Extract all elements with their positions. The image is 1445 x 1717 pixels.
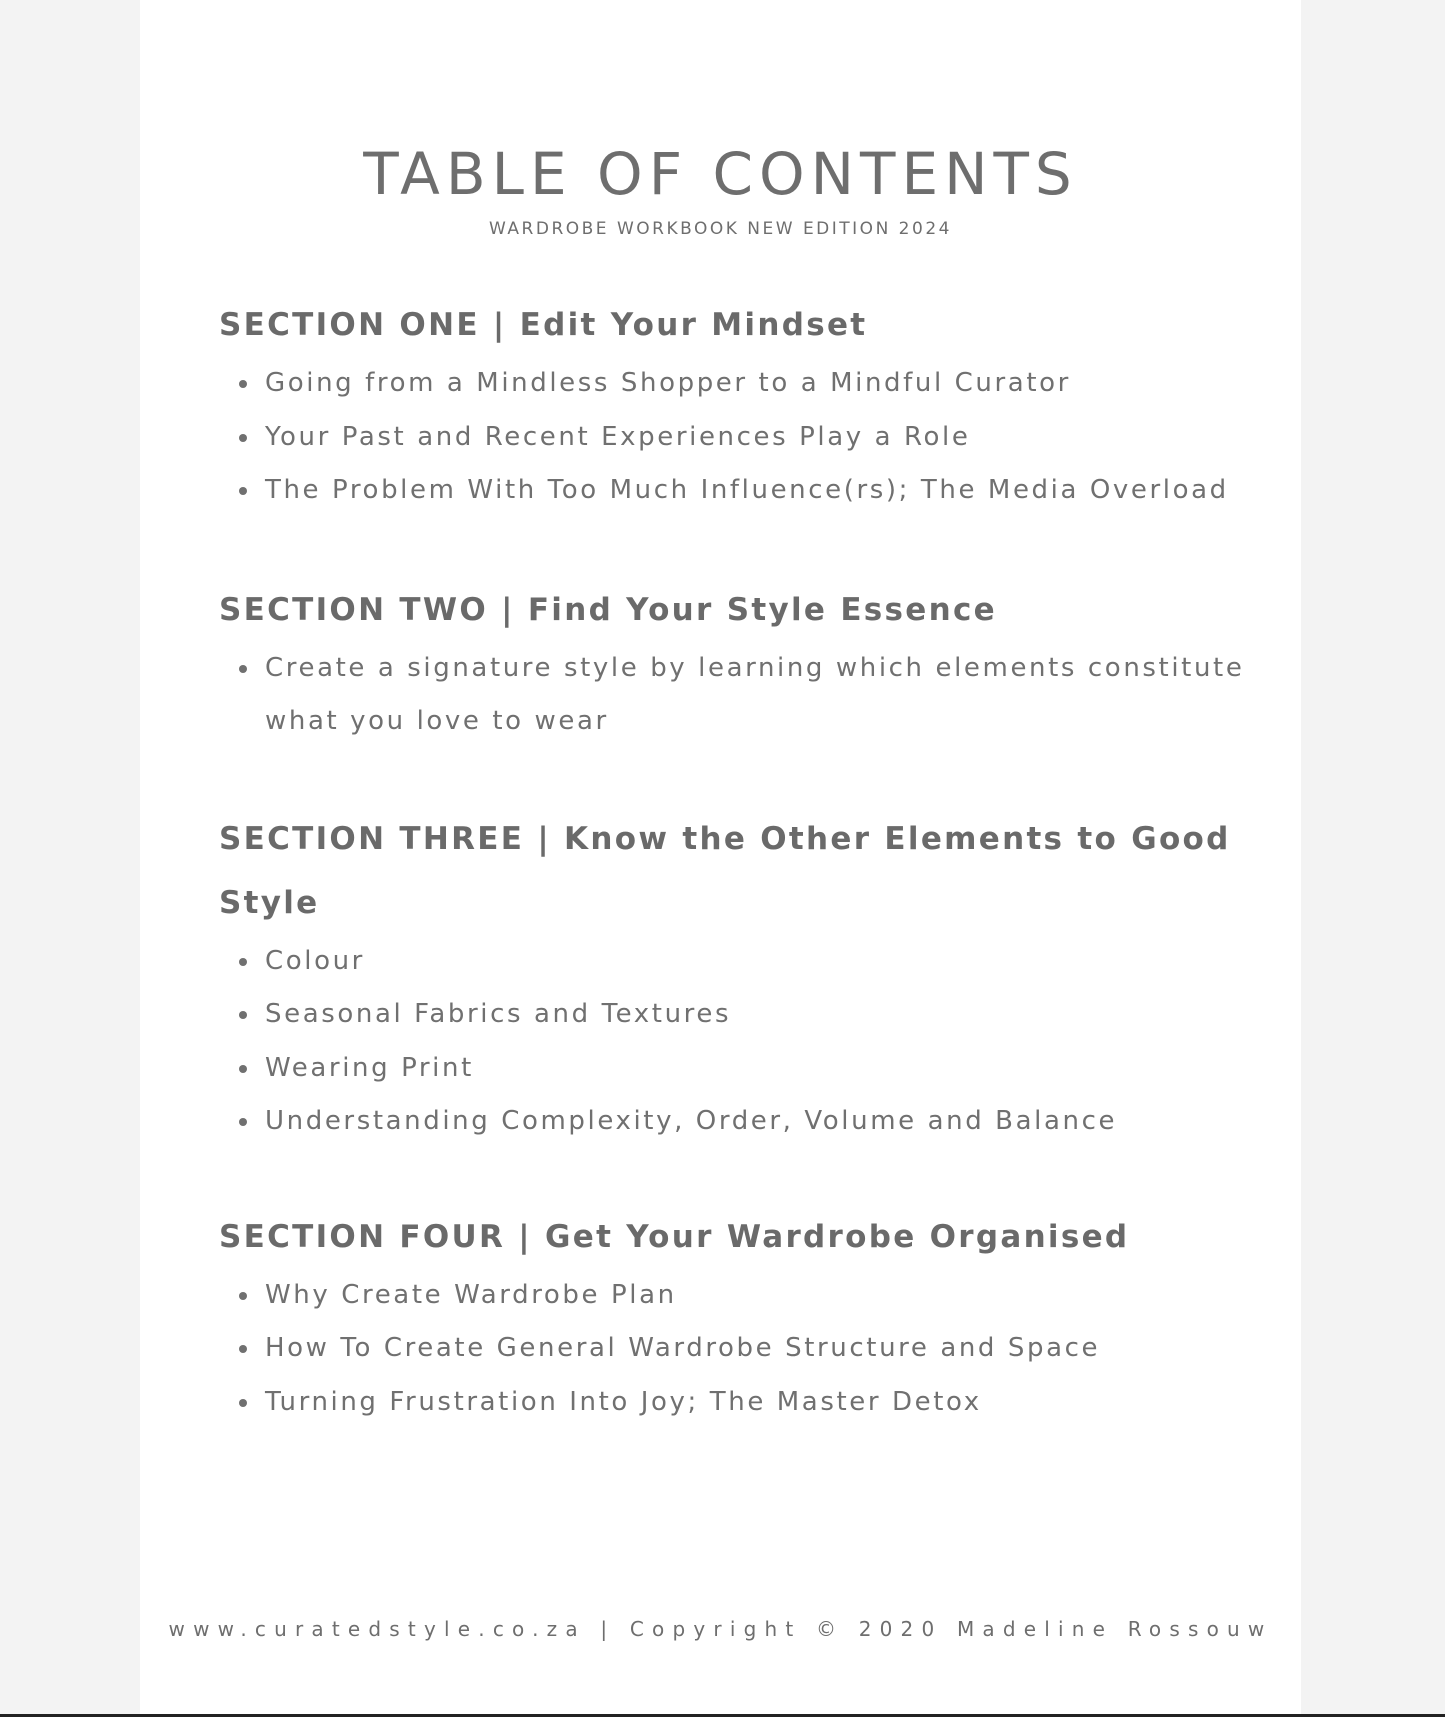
list-item	[219, 411, 1259, 465]
section-item-list	[219, 357, 1259, 518]
section-heading: SECTION FOUR | Get Your Wardrobe Organised	[219, 1218, 1130, 1255]
page-footer: www.curatedstyle.co.za | Copyright © 2020 Madeline Rossouw	[168, 1617, 1273, 1641]
list-item	[219, 464, 1259, 518]
bullet-icon	[239, 1345, 247, 1353]
section-heading: SECTION ONE | Edit Your Mindset	[219, 307, 868, 343]
section-three	[219, 807, 1259, 1149]
section-heading: SECTION THREE | Know the Other Elements to Good Style	[219, 820, 1231, 921]
list-item-text: Your Past and Recent Experiences Play a Role	[265, 421, 971, 452]
bullet-icon	[239, 1065, 247, 1073]
section-spacer	[219, 1149, 1259, 1205]
section-item-list	[219, 1269, 1259, 1430]
list-item-text: Turning Frustration Into Joy; The Master Detox	[265, 1386, 982, 1417]
list-item	[219, 1042, 1259, 1096]
section-item-list	[219, 642, 1259, 749]
bullet-icon	[239, 380, 247, 388]
section-heading: SECTION TWO | Find Your Style Essence	[219, 591, 997, 628]
bullet-icon	[239, 958, 247, 966]
bullet-icon	[239, 1292, 247, 1300]
table-of-contents	[219, 293, 1259, 1429]
section-spacer	[219, 518, 1259, 578]
list-item	[219, 357, 1259, 411]
page-subtitle: WARDROBE WORKBOOK NEW EDITION 2024	[489, 219, 952, 239]
list-item-text: Wearing Print	[265, 1052, 474, 1083]
section-two	[219, 578, 1259, 749]
list-item-text: How To Create General Wardrobe Structure and Space	[265, 1333, 1101, 1363]
list-item-text: Seasonal Fabrics and Textures	[265, 999, 732, 1029]
list-item-text: The Problem With Too Much Influence(rs); The Media Overload	[265, 475, 1229, 505]
list-item	[219, 1269, 1259, 1323]
list-item	[219, 988, 1259, 1042]
list-item-text: Colour	[265, 945, 365, 976]
bullet-icon	[239, 487, 247, 495]
bullet-icon	[239, 1011, 247, 1019]
bullet-icon	[239, 434, 247, 442]
section-spacer	[219, 749, 1259, 807]
section-four	[219, 1205, 1259, 1430]
list-item-text: Create a signature style by learning which elements constitute what you love to wear	[265, 652, 1245, 736]
list-item	[219, 642, 1259, 749]
list-item	[219, 1095, 1259, 1149]
bullet-icon	[239, 665, 247, 673]
page-title: TABLE OF CONTENTS	[363, 140, 1078, 208]
list-item	[219, 935, 1259, 989]
section-one	[219, 293, 1259, 518]
section-item-list	[219, 935, 1259, 1149]
document-page	[140, 0, 1301, 1717]
bullet-icon	[239, 1118, 247, 1126]
bullet-icon	[239, 1399, 247, 1407]
list-item	[219, 1376, 1259, 1430]
list-item-text: Why Create Wardrobe Plan	[265, 1279, 677, 1310]
list-item-text: Understanding Complexity, Order, Volume and Balance	[265, 1106, 1118, 1136]
list-item-text: Going from a Mindless Shopper to a Mindful Curator	[265, 368, 1071, 398]
list-item	[219, 1322, 1259, 1376]
